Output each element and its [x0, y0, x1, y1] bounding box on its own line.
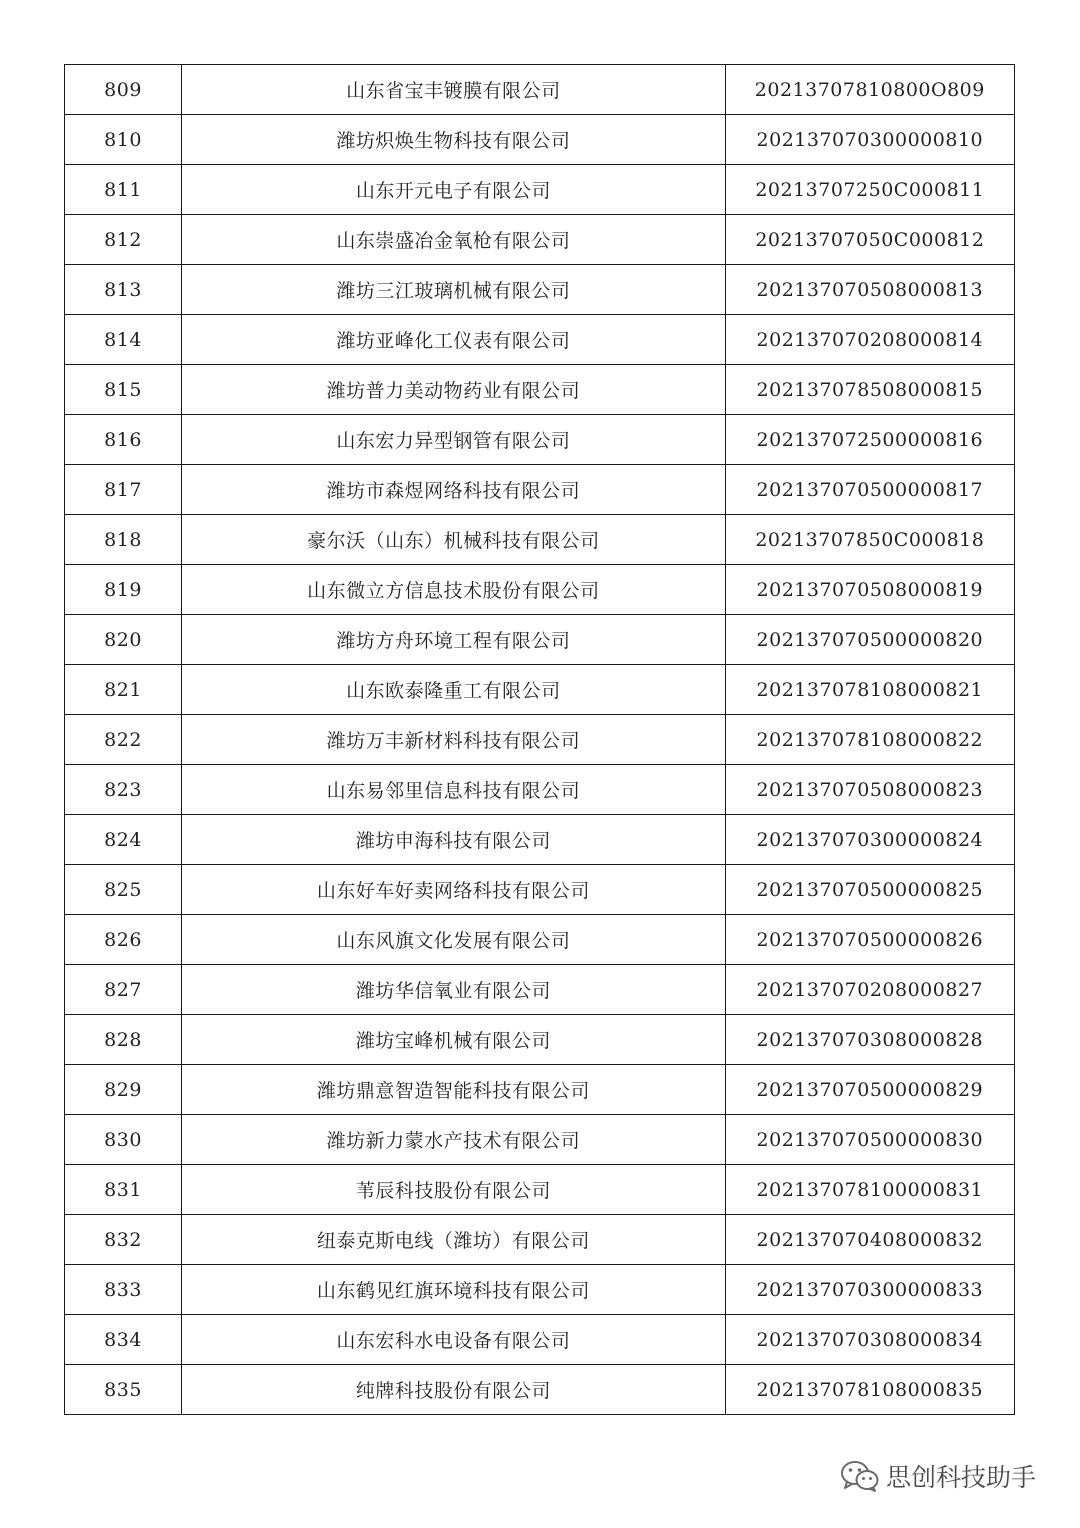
cell-registration-code: 202137078508000815 [725, 365, 1014, 415]
table-row [65, 815, 1015, 865]
cell-company-name: 山东开元电子有限公司 [182, 165, 726, 215]
cell-number: 816 [65, 415, 182, 465]
table-row [65, 1165, 1015, 1215]
table-row [65, 365, 1015, 415]
cell-registration-code: 202137070508000819 [725, 565, 1014, 615]
table-row [65, 215, 1015, 265]
cell-registration-code: 202137070500000829 [725, 1065, 1014, 1115]
cell-number: 810 [65, 115, 182, 165]
table-row [65, 915, 1015, 965]
cell-company-name: 苇辰科技股份有限公司 [182, 1165, 726, 1215]
cell-company-name: 潍坊亚峰化工仪表有限公司 [182, 315, 726, 365]
cell-company-name: 潍坊申海科技有限公司 [182, 815, 726, 865]
cell-company-name: 潍坊新力蒙水产技术有限公司 [182, 1115, 726, 1165]
cell-registration-code: 202137070208000814 [725, 315, 1014, 365]
cell-registration-code: 202137070500000830 [725, 1115, 1014, 1165]
cell-company-name: 山东易邻里信息科技有限公司 [182, 765, 726, 815]
cell-registration-code: 20213707250C000811 [725, 165, 1014, 215]
table-row [65, 715, 1015, 765]
cell-number: 830 [65, 1115, 182, 1165]
cell-number: 824 [65, 815, 182, 865]
table-row [65, 615, 1015, 665]
cell-company-name: 潍坊三江玻璃机械有限公司 [182, 265, 726, 315]
cell-company-name: 山东微立方信息技术股份有限公司 [182, 565, 726, 615]
cell-registration-code: 202137078108000835 [725, 1365, 1014, 1415]
table-row [65, 965, 1015, 1015]
table-body [65, 65, 1015, 1415]
cell-company-name: 潍坊鼎意智造智能科技有限公司 [182, 1065, 726, 1115]
cell-registration-code: 202137070300000824 [725, 815, 1014, 865]
cell-number: 834 [65, 1315, 182, 1365]
cell-company-name: 潍坊华信氧业有限公司 [182, 965, 726, 1015]
cell-number: 825 [65, 865, 182, 915]
cell-number: 817 [65, 465, 182, 515]
cell-number: 828 [65, 1015, 182, 1065]
cell-number: 814 [65, 315, 182, 365]
cell-company-name: 山东省宝丰镀膜有限公司 [182, 65, 726, 115]
table-row [65, 265, 1015, 315]
table-row [65, 665, 1015, 715]
cell-number: 835 [65, 1365, 182, 1415]
cell-number: 833 [65, 1265, 182, 1315]
cell-number: 823 [65, 765, 182, 815]
cell-registration-code: 20213707810800O809 [725, 65, 1014, 115]
cell-company-name: 纯牌科技股份有限公司 [182, 1365, 726, 1415]
cell-registration-code: 202137070500000826 [725, 915, 1014, 965]
cell-company-name: 豪尔沃（山东）机械科技有限公司 [182, 515, 726, 565]
cell-registration-code: 202137070300000833 [725, 1265, 1014, 1315]
cell-company-name: 山东宏科水电设备有限公司 [182, 1315, 726, 1365]
cell-company-name: 潍坊炽焕生物科技有限公司 [182, 115, 726, 165]
table-row [65, 765, 1015, 815]
cell-company-name: 潍坊普力美动物药业有限公司 [182, 365, 726, 415]
cell-number: 827 [65, 965, 182, 1015]
table-row [65, 1015, 1015, 1065]
cell-registration-code: 202137070508000813 [725, 265, 1014, 315]
cell-company-name: 山东鹤见红旗环境科技有限公司 [182, 1265, 726, 1315]
table-row [65, 315, 1015, 365]
cell-registration-code: 202137078108000822 [725, 715, 1014, 765]
table-row [65, 165, 1015, 215]
cell-registration-code: 202137070408000832 [725, 1215, 1014, 1265]
cell-number: 811 [65, 165, 182, 215]
table-row [65, 415, 1015, 465]
cell-number: 831 [65, 1165, 182, 1215]
cell-number: 822 [65, 715, 182, 765]
cell-registration-code: 20213707850C000818 [725, 515, 1014, 565]
cell-company-name: 潍坊方舟环境工程有限公司 [182, 615, 726, 665]
cell-registration-code: 20213707050C000812 [725, 215, 1014, 265]
cell-company-name: 纽泰克斯电线（潍坊）有限公司 [182, 1215, 726, 1265]
cell-registration-code: 202137070300000810 [725, 115, 1014, 165]
cell-company-name: 潍坊万丰新材料科技有限公司 [182, 715, 726, 765]
table-row [65, 1365, 1015, 1415]
table-row [65, 1065, 1015, 1115]
watermark-text: 思创科技助手 [886, 1463, 1037, 1492]
table-row [65, 115, 1015, 165]
cell-company-name: 山东宏力异型钢管有限公司 [182, 415, 726, 465]
cell-number: 826 [65, 915, 182, 965]
company-list-table [64, 64, 1015, 1415]
table-row [65, 865, 1015, 915]
cell-registration-code: 202137070308000828 [725, 1015, 1014, 1065]
cell-registration-code: 202137070308000834 [725, 1315, 1014, 1365]
cell-registration-code: 202137078100000831 [725, 1165, 1014, 1215]
cell-number: 812 [65, 215, 182, 265]
cell-number: 832 [65, 1215, 182, 1265]
watermark [840, 1458, 1036, 1494]
cell-number: 820 [65, 615, 182, 665]
wechat-icon [840, 1459, 880, 1493]
cell-company-name: 山东好车好卖网络科技有限公司 [182, 865, 726, 915]
table-row [65, 565, 1015, 615]
cell-number: 809 [65, 65, 182, 115]
cell-registration-code: 202137078108000821 [725, 665, 1014, 715]
cell-number: 819 [65, 565, 182, 615]
cell-registration-code: 202137070500000825 [725, 865, 1014, 915]
cell-number: 813 [65, 265, 182, 315]
table-row [65, 65, 1015, 115]
cell-company-name: 潍坊市森煜网络科技有限公司 [182, 465, 726, 515]
cell-number: 818 [65, 515, 182, 565]
cell-number: 829 [65, 1065, 182, 1115]
cell-registration-code: 202137070208000827 [725, 965, 1014, 1015]
table-row [65, 515, 1015, 565]
table-row [65, 1315, 1015, 1365]
cell-company-name: 山东风旗文化发展有限公司 [182, 915, 726, 965]
cell-registration-code: 202137070508000823 [725, 765, 1014, 815]
cell-registration-code: 202137072500000816 [725, 415, 1014, 465]
cell-company-name: 山东欧泰隆重工有限公司 [182, 665, 726, 715]
table-row [65, 1115, 1015, 1165]
table-row [65, 1265, 1015, 1315]
cell-company-name: 潍坊宝峰机械有限公司 [182, 1015, 726, 1065]
cell-number: 815 [65, 365, 182, 415]
cell-registration-code: 202137070500000820 [725, 615, 1014, 665]
table-row [65, 1215, 1015, 1265]
table-row [65, 465, 1015, 515]
cell-company-name: 山东崇盛冶金氧枪有限公司 [182, 215, 726, 265]
cell-number: 821 [65, 665, 182, 715]
cell-registration-code: 202137070500000817 [725, 465, 1014, 515]
